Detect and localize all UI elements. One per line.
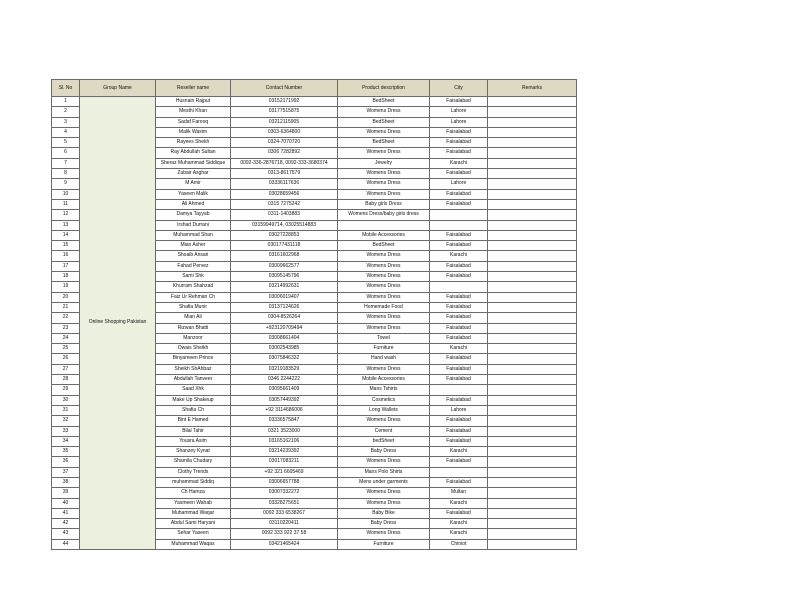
cell-sl-no: 6: [52, 148, 80, 158]
cell-reseller-name: Husnain Rajput: [156, 97, 231, 107]
header-reseller-name: Reseller name: [156, 80, 231, 97]
table-row: [52, 97, 577, 107]
cell-remarks: [488, 282, 577, 292]
cell-reseller-name: Sheikh ShAhbaz: [156, 364, 231, 374]
cell-sl-no: 26: [52, 354, 80, 364]
cell-city: Karachi: [430, 519, 488, 529]
cell-city: [430, 210, 488, 220]
cell-city: Lahore: [430, 117, 488, 127]
cell-product-description: Baby Dress: [338, 519, 430, 529]
cell-sl-no: 17: [52, 261, 80, 271]
cell-sl-no: 15: [52, 241, 80, 251]
cell-sl-no: 33: [52, 426, 80, 436]
cell-product-description: Womens Dress: [338, 498, 430, 508]
cell-reseller-name: Khurram Shahzad: [156, 282, 231, 292]
cell-product-description: Womens Dress: [338, 127, 430, 137]
cell-sl-no: 1: [52, 97, 80, 107]
cell-sl-no: 4: [52, 127, 80, 137]
cell-remarks: [488, 354, 577, 364]
cell-sl-no: 3: [52, 117, 80, 127]
cell-city: Faisalabad: [430, 169, 488, 179]
cell-product-description: Towel: [338, 333, 430, 343]
cell-city: Faisalabad: [430, 230, 488, 240]
cell-city: Faisalabad: [430, 426, 488, 436]
cell-sl-no: 42: [52, 519, 80, 529]
cell-city: Faisalabad: [430, 395, 488, 405]
cell-product-description: Womens Dress: [338, 488, 430, 498]
cell-city: Faisalabad: [430, 457, 488, 467]
cell-product-description: Mans Tshirts: [338, 385, 430, 395]
cell-reseller-name: Yasmeen Wahab: [156, 498, 231, 508]
cell-contact-number: 030177431118: [231, 241, 338, 251]
cell-product-description: Mobile Accessories: [338, 375, 430, 385]
cell-contact-number: 03008661404: [231, 333, 338, 343]
cell-remarks: [488, 323, 577, 333]
cell-reseller-name: Shanzey Kynat: [156, 447, 231, 457]
cell-sl-no: 27: [52, 364, 80, 374]
cell-reseller-name: Bilal Tahir: [156, 426, 231, 436]
cell-sl-no: 18: [52, 272, 80, 282]
cell-reseller-name: Sadaf Farooq: [156, 117, 231, 127]
cell-city: Karachi: [430, 158, 488, 168]
cell-remarks: [488, 344, 577, 354]
cell-contact-number: 03165162106: [231, 436, 338, 446]
cell-product-description: Homemade Food: [338, 302, 430, 312]
cell-contact-number: 03328275651: [231, 498, 338, 508]
cell-reseller-name: Shafia Ch: [156, 405, 231, 415]
cell-reseller-name: Yousra Asim: [156, 436, 231, 446]
cell-reseller-name: Muhammad Waqas: [156, 539, 231, 549]
cell-reseller-name: Yaseen Malik: [156, 189, 231, 199]
cell-contact-number: 03075846332: [231, 354, 338, 364]
cell-city: Faisalabad: [430, 189, 488, 199]
cell-product-description: Womens Dress: [338, 292, 430, 302]
cell-product-description: Womens Dress: [338, 364, 430, 374]
cell-sl-no: 7: [52, 158, 80, 168]
cell-product-description: Womens Dress/baby girls dress: [338, 210, 430, 220]
cell-product-description: Womens Dress: [338, 251, 430, 261]
cell-city: Faisalabad: [430, 272, 488, 282]
cell-sl-no: 41: [52, 508, 80, 518]
cell-sl-no: 16: [52, 251, 80, 261]
cell-sl-no: 34: [52, 436, 80, 446]
cell-sl-no: 5: [52, 138, 80, 148]
cell-contact-number: 0092 333 6538267: [231, 508, 338, 518]
cell-reseller-name: Irshad Durrani: [156, 220, 231, 230]
cell-remarks: [488, 385, 577, 395]
cell-contact-number: 0092-336-2876718, 0092-333-3680374: [231, 158, 338, 168]
cell-remarks: [488, 220, 577, 230]
cell-remarks: [488, 519, 577, 529]
cell-product-description: Womens Dress: [338, 282, 430, 292]
cell-product-description: Womens Dress: [338, 323, 430, 333]
cell-city: Karachi: [430, 344, 488, 354]
cell-sl-no: 36: [52, 457, 80, 467]
cell-sl-no: 22: [52, 313, 80, 323]
cell-remarks: [488, 107, 577, 117]
cell-contact-number: 03006657788: [231, 477, 338, 487]
cell-product-description: BedSheet: [338, 241, 430, 251]
cell-product-description: Baby Bike: [338, 508, 430, 518]
cell-product-description: Baby Dress: [338, 447, 430, 457]
cell-remarks: [488, 457, 577, 467]
cell-product-description: Womens Dress: [338, 416, 430, 426]
cell-contact-number: 0311-1403883: [231, 210, 338, 220]
cell-product-description: Furniture: [338, 539, 430, 549]
cell-remarks: [488, 508, 577, 518]
cell-group-name: Online Shopping Pakistan: [80, 97, 156, 550]
cell-sl-no: 40: [52, 498, 80, 508]
cell-product-description: Womens Dress: [338, 272, 430, 282]
cell-sl-no: 8: [52, 169, 80, 179]
cell-sl-no: 44: [52, 539, 80, 549]
cell-city: Faisalabad: [430, 354, 488, 364]
cell-city: Faisalabad: [430, 416, 488, 426]
cell-city: Faisalabad: [430, 261, 488, 271]
cell-contact-number: 03009662577: [231, 261, 338, 271]
cell-sl-no: 12: [52, 210, 80, 220]
cell-contact-number: 0306 7282892: [231, 148, 338, 158]
cell-remarks: [488, 241, 577, 251]
cell-reseller-name: Binyameen Prince: [156, 354, 231, 364]
cell-contact-number: 03006019407: [231, 292, 338, 302]
cell-sl-no: 14: [52, 230, 80, 240]
cell-contact-number: 03028659456: [231, 189, 338, 199]
cell-city: Faisalabad: [430, 436, 488, 446]
cell-product-description: Womens Dress: [338, 189, 430, 199]
cell-contact-number: 03336117636: [231, 179, 338, 189]
cell-remarks: [488, 251, 577, 261]
cell-product-description: BedSheet: [338, 97, 430, 107]
cell-sl-no: 37: [52, 467, 80, 477]
header-group-name: Group Name: [80, 80, 156, 97]
cell-contact-number: 03421465424: [231, 539, 338, 549]
cell-sl-no: 9: [52, 179, 80, 189]
cell-city: Faisalabad: [430, 323, 488, 333]
cell-product-description: Mans Polo Shirts: [338, 467, 430, 477]
cell-remarks: [488, 477, 577, 487]
cell-city: Lahore: [430, 179, 488, 189]
cell-remarks: [488, 199, 577, 209]
cell-product-description: Cement: [338, 426, 430, 436]
cell-remarks: [488, 447, 577, 457]
cell-remarks: [488, 158, 577, 168]
cell-reseller-name: Mesthi Khan: [156, 107, 231, 117]
cell-city: Faisalabad: [430, 127, 488, 137]
cell-contact-number: 0304-8526264: [231, 313, 338, 323]
cell-sl-no: 13: [52, 220, 80, 230]
cell-contact-number: 0321 3523000: [231, 426, 338, 436]
cell-product-description: Womens Dress: [338, 313, 430, 323]
cell-contact-number: 03137124626: [231, 302, 338, 312]
cell-sl-no: 43: [52, 529, 80, 539]
cell-product-description: Womens Dress: [338, 261, 430, 271]
cell-reseller-name: Zubair Asghar: [156, 169, 231, 179]
cell-product-description: Jewelry: [338, 158, 430, 168]
cell-reseller-name: Clothy Trends: [156, 467, 231, 477]
reseller-table: [51, 79, 577, 550]
cell-sl-no: 38: [52, 477, 80, 487]
cell-remarks: [488, 488, 577, 498]
cell-product-description: [338, 220, 430, 230]
cell-city: Faisalabad: [430, 508, 488, 518]
cell-city: Faisalabad: [430, 375, 488, 385]
header-city: City: [430, 80, 488, 97]
cell-reseller-name: Shamila Chudary: [156, 457, 231, 467]
cell-contact-number: 03159949714, 03025514883: [231, 220, 338, 230]
cell-remarks: [488, 261, 577, 271]
cell-city: Faisalabad: [430, 333, 488, 343]
cell-city: Faisalabad: [430, 138, 488, 148]
cell-city: Multan: [430, 488, 488, 498]
cell-reseller-name: Rayees Shekh: [156, 138, 231, 148]
header-sl-no: Sl. No: [52, 80, 80, 97]
cell-remarks: [488, 272, 577, 282]
cell-remarks: [488, 230, 577, 240]
cell-product-description: Womens Dress: [338, 179, 430, 189]
cell-reseller-name: Sehar Yaseen: [156, 529, 231, 539]
cell-sl-no: 10: [52, 189, 80, 199]
cell-reseller-name: Owais Sheikh: [156, 344, 231, 354]
cell-sl-no: 30: [52, 395, 80, 405]
cell-sl-no: 11: [52, 199, 80, 209]
cell-reseller-name: Abdullah Tanveer: [156, 375, 231, 385]
cell-city: Faisalabad: [430, 292, 488, 302]
cell-reseller-name: Mian Ali: [156, 313, 231, 323]
cell-contact-number: 0092 333 922 37 58: [231, 529, 338, 539]
cell-reseller-name: Shoaib Ansari: [156, 251, 231, 261]
cell-product-description: Baby girls Dress: [338, 199, 430, 209]
cell-product-description: Womens Dress: [338, 107, 430, 117]
cell-city: Faisalabad: [430, 302, 488, 312]
cell-contact-number: 03336575847: [231, 416, 338, 426]
cell-contact-number: 03214992631: [231, 282, 338, 292]
cell-sl-no: 2: [52, 107, 80, 117]
cell-sl-no: 35: [52, 447, 80, 457]
cell-city: Lahore: [430, 405, 488, 415]
cell-reseller-name: Manzoor: [156, 333, 231, 343]
cell-product-description: Womens Dress: [338, 169, 430, 179]
cell-reseller-name: Rizwan Bhatti: [156, 323, 231, 333]
cell-reseller-name: Faiz Ur Rehman Ch: [156, 292, 231, 302]
cell-remarks: [488, 313, 577, 323]
cell-remarks: [488, 416, 577, 426]
cell-contact-number: 03212115905: [231, 117, 338, 127]
cell-reseller-name: Malik Wasim: [156, 127, 231, 137]
cell-product-description: Furniture: [338, 344, 430, 354]
cell-reseller-name: Ray Abdullah Sultan: [156, 148, 231, 158]
cell-remarks: [488, 467, 577, 477]
cell-sl-no: 25: [52, 344, 80, 354]
cell-product-description: Hand wash: [338, 354, 430, 364]
cell-sl-no: 24: [52, 333, 80, 343]
cell-contact-number: 03219183529: [231, 364, 338, 374]
cell-reseller-name: Sheraz Muhammad Siddique: [156, 158, 231, 168]
cell-reseller-name: Shafia Munir: [156, 302, 231, 312]
cell-contact-number: 03161602968: [231, 251, 338, 261]
cell-contact-number: 03110220411: [231, 519, 338, 529]
cell-remarks: [488, 97, 577, 107]
cell-city: Faisalabad: [430, 364, 488, 374]
cell-contact-number: +92 321 6605469: [231, 467, 338, 477]
cell-contact-number: +92 3114686006: [231, 405, 338, 415]
cell-product-description: Womens Dress: [338, 529, 430, 539]
cell-contact-number: 0346 2244222: [231, 375, 338, 385]
cell-reseller-name: Bint E Hamed: [156, 416, 231, 426]
cell-reseller-name: Sami Shk: [156, 272, 231, 282]
cell-contact-number: 03002543985: [231, 344, 338, 354]
cell-remarks: [488, 395, 577, 405]
cell-remarks: [488, 426, 577, 436]
cell-contact-number: 0303-6364800: [231, 127, 338, 137]
cell-remarks: [488, 529, 577, 539]
cell-product-description: BedSheet: [338, 138, 430, 148]
cell-remarks: [488, 189, 577, 199]
cell-reseller-name: Saad Xhk: [156, 385, 231, 395]
cell-contact-number: +923120709494: [231, 323, 338, 333]
cell-contact-number: 0313-8617579: [231, 169, 338, 179]
cell-contact-number: 03057449392: [231, 395, 338, 405]
cell-contact-number: 0315 7275242: [231, 199, 338, 209]
cell-city: Lahore: [430, 107, 488, 117]
header-product-description: Product description: [338, 80, 430, 97]
cell-remarks: [488, 292, 577, 302]
cell-city: Karachi: [430, 447, 488, 457]
cell-remarks: [488, 148, 577, 158]
cell-reseller-name: Ali Ahmed: [156, 199, 231, 209]
cell-product-description: bedSheet: [338, 436, 430, 446]
cell-sl-no: 31: [52, 405, 80, 415]
cell-city: Faisalabad: [430, 241, 488, 251]
header-row: [52, 80, 577, 97]
cell-product-description: Cosmetics: [338, 395, 430, 405]
cell-reseller-name: Damya Tayyab: [156, 210, 231, 220]
cell-sl-no: 23: [52, 323, 80, 333]
cell-sl-no: 19: [52, 282, 80, 292]
cell-remarks: [488, 302, 577, 312]
cell-remarks: [488, 539, 577, 549]
cell-contact-number: 0324-7070720: [231, 138, 338, 148]
cell-product-description: Long Wallets: [338, 405, 430, 415]
cell-city: Faisalabad: [430, 313, 488, 323]
cell-contact-number: 03152171992: [231, 97, 338, 107]
cell-remarks: [488, 375, 577, 385]
cell-product-description: Mens under garments: [338, 477, 430, 487]
header-remarks: Remarks: [488, 80, 577, 97]
cell-remarks: [488, 179, 577, 189]
cell-remarks: [488, 405, 577, 415]
cell-reseller-name: Fahad Pervez: [156, 261, 231, 271]
cell-city: [430, 220, 488, 230]
cell-reseller-name: Abdul Sami Haryani: [156, 519, 231, 529]
cell-reseller-name: M Amir: [156, 179, 231, 189]
header-contact-number: Contact Number: [231, 80, 338, 97]
cell-remarks: [488, 210, 577, 220]
cell-sl-no: 20: [52, 292, 80, 302]
cell-reseller-name: Mian Asher: [156, 241, 231, 251]
cell-contact-number: 03017083211: [231, 457, 338, 467]
cell-city: Faisalabad: [430, 97, 488, 107]
cell-remarks: [488, 117, 577, 127]
cell-sl-no: 29: [52, 385, 80, 395]
cell-city: Karachi: [430, 529, 488, 539]
cell-remarks: [488, 169, 577, 179]
cell-reseller-name: Make Up Shakeup: [156, 395, 231, 405]
cell-sl-no: 28: [52, 375, 80, 385]
cell-remarks: [488, 333, 577, 343]
cell-contact-number: 03095145796: [231, 272, 338, 282]
cell-product-description: Womens Dress: [338, 148, 430, 158]
cell-sl-no: 21: [52, 302, 80, 312]
cell-remarks: [488, 436, 577, 446]
cell-sl-no: 39: [52, 488, 80, 498]
cell-remarks: [488, 138, 577, 148]
cell-city: Faisalabad: [430, 477, 488, 487]
cell-city: [430, 467, 488, 477]
cell-remarks: [488, 364, 577, 374]
cell-city: [430, 282, 488, 292]
cell-contact-number: 03027228853: [231, 230, 338, 240]
cell-product-description: Womens Dress: [338, 457, 430, 467]
cell-city: Karachi: [430, 251, 488, 261]
cell-remarks: [488, 498, 577, 508]
cell-city: Karachi: [430, 498, 488, 508]
cell-contact-number: 03095661409: [231, 385, 338, 395]
cell-city: [430, 385, 488, 395]
cell-reseller-name: Muhammad Waqar: [156, 508, 231, 518]
cell-reseller-name: Ch Hamza: [156, 488, 231, 498]
cell-city: Faisalabad: [430, 199, 488, 209]
cell-reseller-name: Muhammad Shan: [156, 230, 231, 240]
cell-contact-number: 03007332272: [231, 488, 338, 498]
cell-product-description: BedSheet: [338, 117, 430, 127]
cell-contact-number: 03177515875: [231, 107, 338, 117]
cell-sl-no: 32: [52, 416, 80, 426]
cell-city: Chiniot: [430, 539, 488, 549]
cell-reseller-name: muhammad Siddiq: [156, 477, 231, 487]
cell-product-description: Mobile Accessories: [338, 230, 430, 240]
cell-remarks: [488, 127, 577, 137]
cell-city: Faisalabad: [430, 148, 488, 158]
cell-contact-number: 03214239392: [231, 447, 338, 457]
